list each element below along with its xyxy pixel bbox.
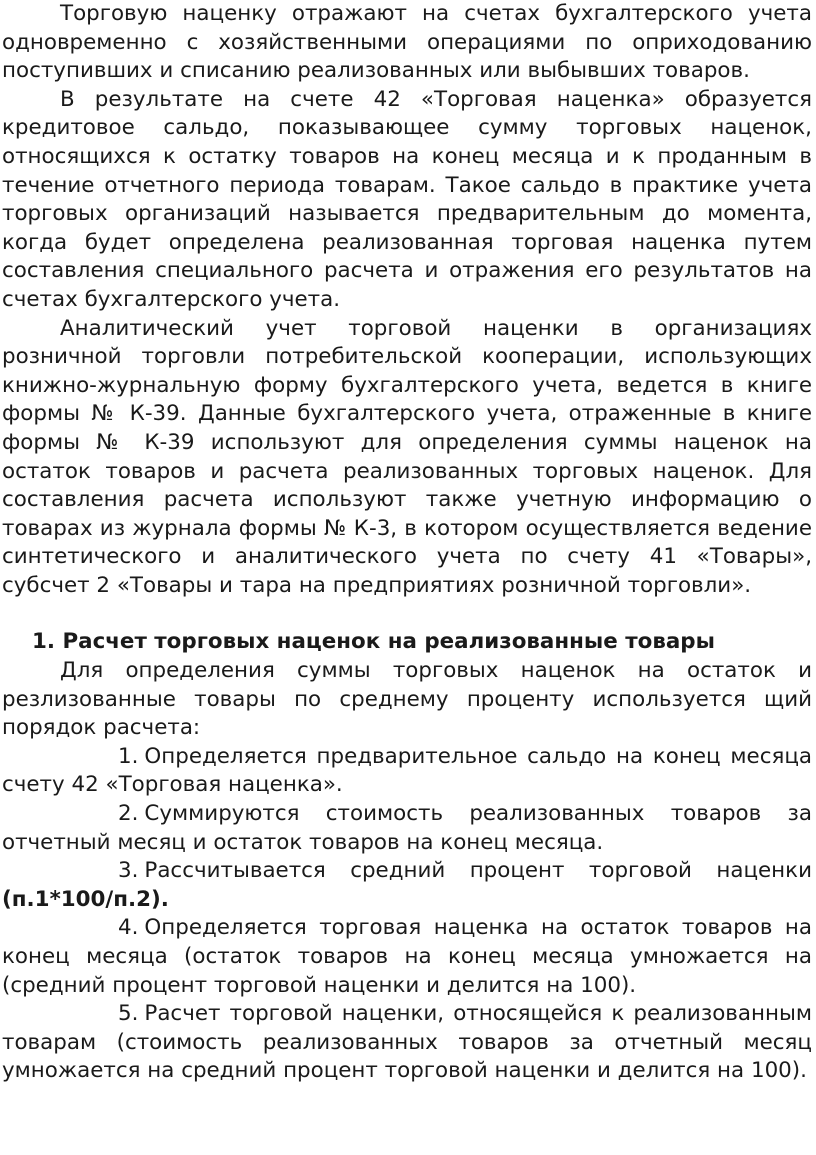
list-item-text: Суммируются стоимость реализованных товаров за отчетный месяц и остаток товаров на конец месяца. (2, 801, 812, 855)
paragraph-1: Торговую наценку отражают на счетах бухгалтерского учета одновременно с хозяйственными операциями по оприходованию поступивших и списанию реализованных или выбывших товаров. (2, 1, 812, 84)
paragraph-3: Аналитический учет торговой наценки в организациях розничной торговли потребительской кооперации, использующих книжно-журнальную форму бухгалтерского учета, ведется в книге формы № К-39. Данные бухгалтерского учета, отраженные в книге формы № К-39 используют для определения суммы наценок на остаток товаров и расчета реализованных торговых наценок. Для составления расчета используют также учетную информацию о товарах из журнала формы № К-3, в котором осуществляется ведение синтетического и аналитического учета по счету 41 «Товары», субсчет 2 «Товары и тара на предприятиях розничной торговли». (2, 315, 812, 598)
list-item (2, 743, 812, 800)
formula-text: (п.1*100/п.2). (2, 886, 169, 912)
section-intro: Для определения суммы торговых наценок на остаток и резлизованные товары по среднему проценту используется щий порядок расчета: (2, 658, 812, 741)
list-item-text: Расчет торговой наценки, относящейся к реализованным товарам (стоимость реализованных товаров за отчетный месяц умножается на средний процент торговой наценки и делится на 100). (2, 1001, 812, 1084)
list-item-number: 2. (118, 801, 139, 827)
list-item-number: 3. (118, 858, 139, 884)
list-item (2, 857, 812, 914)
list-item (2, 1000, 812, 1086)
list-item (2, 800, 812, 857)
list-item-number: 4. (118, 915, 139, 941)
list-item-text: Определяется торговая наценка на остаток товаров на конец месяца (остаток товаров на конец месяца умножается на (средний процент торговой наценки и делится на 100). (2, 915, 812, 998)
list-item-text: Определяется предварительное сальдо на конец месяца счету 42 «Торговая наценка». (2, 743, 812, 798)
list-item-number: 5. (118, 1001, 139, 1027)
section-heading: 1. Расчет торговых наценок на реализованные товары (32, 629, 715, 655)
list-item-text: Рассчитывается средний процент торговой наценки (144, 858, 812, 884)
paragraph-2: В результате на счете 42 «Торговая наценка» образуется кредитовое сальдо, показывающее сумму торговых наценок, относящихся к остатку товаров на конец месяца и к проданным в течение отчетного периода товарам. Такое сальдо в практике учета торговых организаций называется предварительным до момента, когда будет определена реализованная торговая наценка путем составления специального расчета и отражения его результатов на счетах бухгалтерского учета. (2, 86, 812, 312)
list-item (2, 914, 812, 1000)
list-item-number: 1. (118, 743, 139, 769)
